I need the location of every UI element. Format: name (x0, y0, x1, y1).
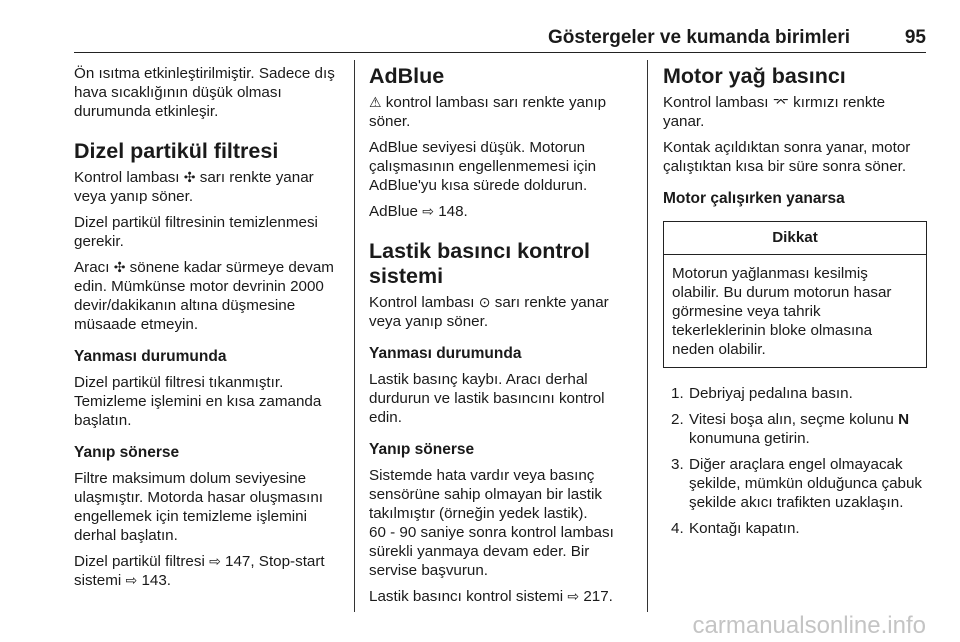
page-title: Göstergeler ve kumanda birimleri (547, 27, 850, 48)
page-ref-icon: ⇨ (422, 203, 434, 219)
paragraph: Kontrol lambası ⊙ sarı renkte yanar veya yanıp söner. (369, 294, 609, 330)
subsection-heading: Yanması durumunda (74, 348, 227, 365)
paragraph: Dizel partikül filtresi ⇨ 147, Stop-start sistemi ⇨ 143. (74, 553, 325, 589)
paragraph: ⚠ kontrol lambası sarı renkte yanıp söner. (369, 94, 607, 130)
section-heading: AdBlue (369, 64, 445, 88)
particle-filter-icon: ✣ (183, 169, 196, 185)
paragraph: Ön ısıtma etkinleştirilmiştir. Sadece dış hava sıcaklığının düşük olması durumunda etkinleşir. (74, 65, 335, 120)
oil-can-icon: ⌤ (772, 94, 789, 110)
column-divider (647, 60, 648, 612)
warning-title: Dikkat (664, 222, 926, 255)
paragraph: AdBlue ⇨ 148. (369, 203, 468, 220)
section-heading: Motor yağ basıncı (663, 64, 846, 88)
column-left (74, 64, 346, 597)
tire-pressure-icon: ⊙ (478, 294, 491, 310)
subsection-heading: Motor çalışırken yanarsa (663, 190, 845, 207)
section-heading: Dizel partikül filtresi (74, 139, 279, 163)
paragraph: Lastik basıncı kontrol sistemi ⇨ 217. (369, 588, 613, 605)
section-heading: Lastik basıncı kontrol sistemi (369, 239, 591, 288)
paragraph: Kontrol lambası ✣ sarı renkte yanar veya yanıp söner. (74, 169, 314, 205)
warning-text: Motorun yağlanması kesilmiş olabilir. Bu durum motorun hasar görmesine veya tahrik tekerleklerinin bloke olmasına neden olabilir. (672, 265, 892, 358)
paragraph: Dizel partikül filtresinin temizlenmesi gerekir. (74, 214, 318, 250)
subsection-heading: Yanması durumunda (369, 345, 522, 362)
paragraph: Kontak açıldıktan sonra yanar, motor çalıştıktan kısa bir süre sonra söner. (663, 139, 911, 175)
watermark: carmanualsonline.info (692, 612, 926, 639)
column-divider (354, 60, 355, 612)
list-item: 1. Debriyaj pedalına basın. (671, 385, 853, 402)
paragraph: AdBlue seviyesi düşük. Motorun çalışmasının engellenmemesi için AdBlue'yu kısa sürede doldurun. (369, 139, 597, 194)
list-item: 4. Kontağı kapatın. (671, 520, 800, 537)
page-header (74, 0, 926, 53)
list-item: 2. Vitesi boşa alın, seçme kolunu N konumuna getirin. (671, 411, 910, 447)
subsection-heading: Yanıp sönerse (369, 441, 475, 458)
paragraph: 60 - 90 saniye sonra kontrol lambası sürekli yanmaya devam eder. Bir servise başvurun. (369, 524, 614, 579)
page-number: 95 (904, 27, 926, 48)
warning-box (663, 221, 927, 368)
steps-list (663, 384, 927, 538)
paragraph: Filtre maksimum dolum seviyesine ulaşmıştır. Motorda hasar oluşmasını engellemek için temizleme işlemini derhal başlatın. (74, 470, 324, 544)
subsection-heading: Yanıp sönerse (74, 444, 180, 461)
adblue-icon: ⚠ (369, 94, 382, 110)
list-item: 3. Diğer araçlara engel olmayacak şekilde, mümkün olduğunca çabuk şekilde akıcı trafikten uzaklaşın. (671, 456, 923, 511)
paragraph: Sistemde hata vardır veya basınç sensörüne sahip olmayan bir lastik takılmıştır (örneğin yedek lastik). (369, 467, 602, 522)
column-right (663, 64, 927, 545)
page-ref-icon: ⇨ (209, 553, 221, 569)
paragraph: Dizel partikül filtresi tıkanmıştır. Temizleme işlemini en kısa zamanda başlatın. (74, 374, 322, 429)
paragraph: Lastik basınç kaybı. Aracı derhal durdurun ve lastik basıncını kontrol edin. (369, 371, 605, 426)
column-middle (369, 64, 635, 613)
paragraph: Kontrol lambası ⌤ kırmızı renkte yanar. (663, 94, 886, 130)
particle-filter-icon: ✣ (113, 259, 126, 275)
page-ref-icon: ⇨ (567, 588, 580, 604)
paragraph: Aracı ✣ sönene kadar sürmeye devam edin. Mümkünse motor devrinin 2000 devir/dakikanın altına düşmesine müsaade etmeyin. (74, 259, 334, 333)
page-ref-icon: ⇨ (125, 572, 138, 588)
